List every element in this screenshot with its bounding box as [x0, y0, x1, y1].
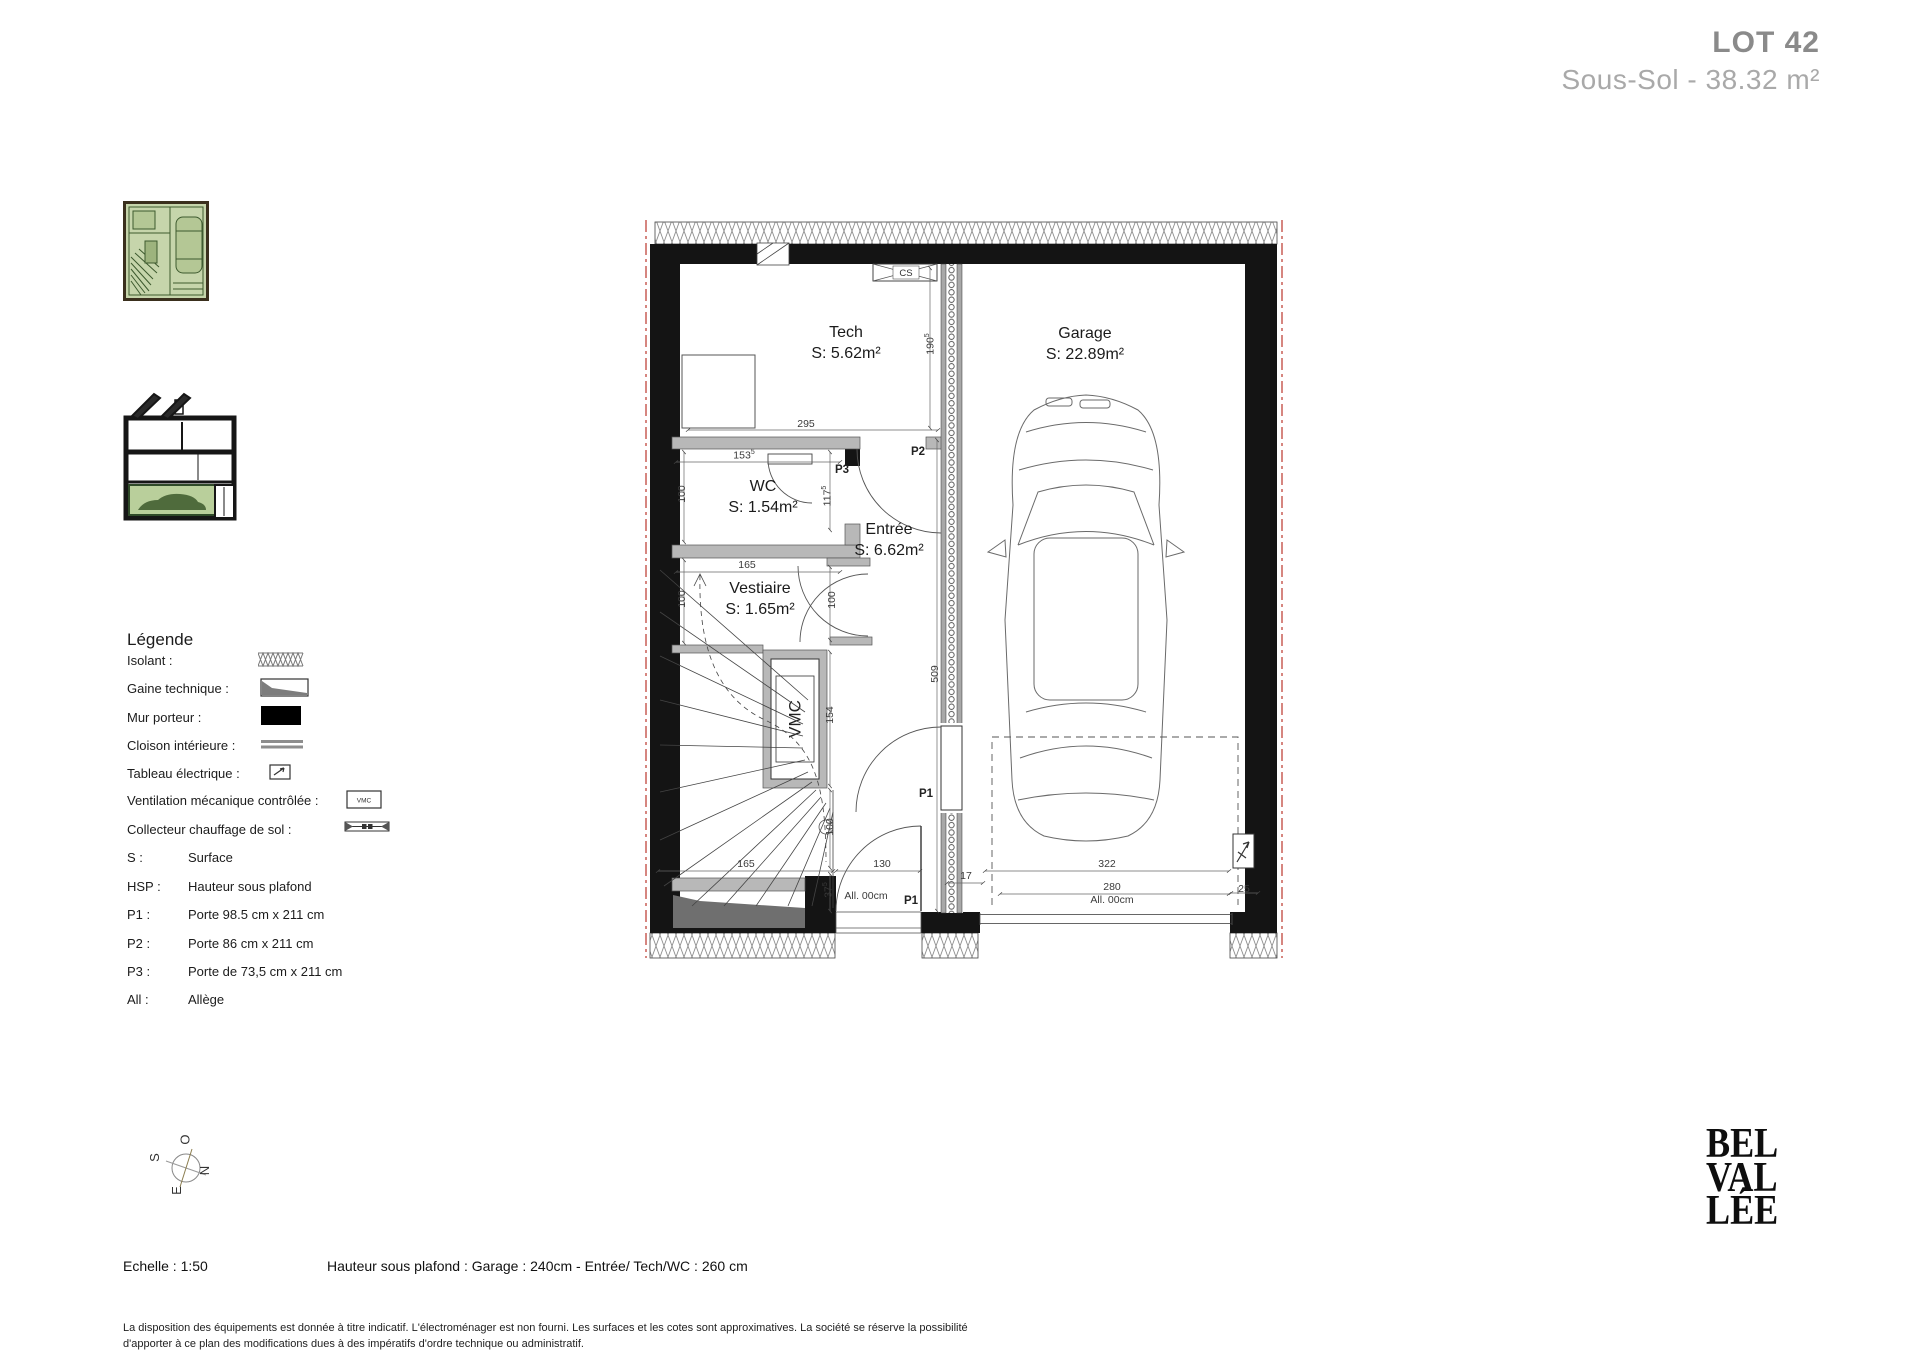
isolant-symbol-icon — [258, 652, 304, 667]
dimension-label: 295 — [797, 418, 815, 430]
dimension-label: 280 — [1103, 881, 1121, 893]
parking-zone — [992, 737, 1238, 905]
svg-text:CS: CS — [899, 268, 913, 279]
tech-appliance — [682, 355, 755, 428]
abbr-value: Allège — [188, 992, 225, 1007]
disclaimer-line-2: d'apporter à ce plan des modifications dues à des impératifs d'ordre technique ou administratif. — [123, 1338, 584, 1350]
dimension-label: 25 — [1238, 883, 1250, 895]
dimension-label: All. 00cm — [844, 890, 888, 902]
legend-item-gaine: Gaine technique : — [127, 681, 229, 696]
svg-text:VMC: VMC — [785, 700, 805, 738]
dimension-label: 100 — [676, 485, 688, 503]
dimension-label: 165 — [737, 858, 755, 870]
logo-line: BEL — [1706, 1121, 1779, 1167]
compass-est: E — [168, 1186, 184, 1195]
floor-and-area: Sous-Sol - 38.32 m² — [1561, 64, 1820, 95]
room-label: Vestiaire S: 1.65m² — [725, 580, 795, 618]
disclaimer-line-1: La disposition des équipements est donnée à titre indicatif. L'électroménager est non fourni. Les surfaces et les cotes sont approximatives. La société se réserve la possibilité — [123, 1322, 968, 1334]
door-label: P1 — [918, 788, 934, 800]
dimension-label: All. 00cm — [1090, 894, 1134, 906]
logo-line: VAL — [1706, 1154, 1778, 1201]
abbr-key: P1 : — [127, 907, 151, 922]
dimension-label: 100 — [824, 818, 836, 836]
dimension-label: 509 — [929, 665, 941, 683]
gaine-technique-wedge — [673, 895, 805, 928]
electrical-panel — [1233, 834, 1254, 868]
dimension-label: 154 — [824, 706, 836, 724]
compass-sud: S — [146, 1153, 162, 1162]
logo-line: LÉE — [1706, 1188, 1779, 1235]
abbr-value: Surface — [188, 850, 233, 865]
disclaimer-text — [123, 1320, 1123, 1352]
dimension-label: $190^5$ — [923, 333, 937, 355]
vmc-symbol-icon — [346, 790, 382, 809]
cloison-symbol-icon — [261, 740, 303, 749]
vent-grille — [757, 243, 789, 265]
belvallee-logo — [1706, 1121, 1779, 1235]
abbr-key: P3 : — [127, 964, 151, 979]
dimension-label: 17 — [960, 870, 972, 882]
abbr-key: HSP : — [127, 879, 161, 894]
dimension-label: 100 — [676, 590, 688, 608]
gaine-technique-symbol-icon — [260, 678, 310, 698]
dimension-label: 165 — [738, 559, 756, 571]
section-thumbnail — [120, 386, 246, 526]
room-label: WC S: 1.54m² — [728, 478, 798, 516]
abbr-value: Porte 98.5 cm x 211 cm — [188, 907, 325, 922]
room-label: Entrée S: 6.62m² — [854, 521, 924, 559]
legend-title: Légende — [127, 630, 194, 649]
compass-ouest: O — [177, 1134, 193, 1145]
title-block — [1562, 26, 1821, 96]
tableau-electrique-symbol-icon — [269, 764, 291, 780]
abbr-value: Porte 86 cm x 211 cm — [188, 936, 314, 951]
abbr-value: Porte de 73,5 cm x 211 cm — [188, 964, 343, 979]
dimension-label: 100 — [826, 591, 838, 609]
abbr-value: Hauteur sous plafond — [188, 879, 312, 894]
legend-item-isolant: Isolant : — [127, 653, 173, 668]
compass-nord: N — [197, 1165, 213, 1176]
dimension-label: $153^5$ — [733, 448, 755, 462]
mini-plan-thumbnail — [123, 201, 209, 301]
divider-wall — [938, 264, 966, 913]
car — [988, 395, 1184, 841]
floorplan-drawing — [560, 170, 1320, 1000]
mur-porteur-symbol-icon — [261, 706, 301, 725]
room-label: Garage S: 22.89m² — [1045, 325, 1125, 363]
abbr-key: All : — [127, 992, 149, 1007]
legend-item-collecteur: Collecteur chauffage de sol : — [127, 822, 292, 837]
room-label: Tech S: 5.62m² — [811, 324, 881, 362]
svg-text:VMC: VMC — [356, 797, 372, 805]
legend-item-vmc: Ventilation mécanique contrôlée : — [127, 793, 319, 808]
abbr-key: S : — [127, 850, 143, 865]
openings — [836, 912, 1232, 933]
dimension-label: 322 — [1098, 858, 1116, 870]
door-label: P1 — [903, 895, 919, 907]
ceiling-height-text: Hauteur sous plafond : Garage : 240cm - Entrée/ Tech/WC : 260 cm — [327, 1258, 748, 1274]
dimension-label: $117^5$ — [820, 485, 834, 507]
abbr-key: P2 : — [127, 936, 151, 951]
lot-number: LOT 42 — [1712, 26, 1820, 59]
scale-text: Echelle : 1:50 — [123, 1258, 208, 1274]
legend-item-tableau: Tableau électrique : — [127, 766, 240, 781]
dimension-label: 130 — [873, 858, 891, 870]
dimension-label: $37^5$ — [821, 882, 835, 898]
cs-collector — [873, 264, 937, 281]
legend-item-mur-porteur: Mur porteur : — [127, 710, 202, 725]
door-label: P3 — [834, 464, 850, 476]
collecteur-symbol-icon — [344, 820, 390, 833]
door-label: P2 — [910, 446, 926, 458]
legend-item-cloison: Cloison intérieure : — [127, 738, 236, 753]
